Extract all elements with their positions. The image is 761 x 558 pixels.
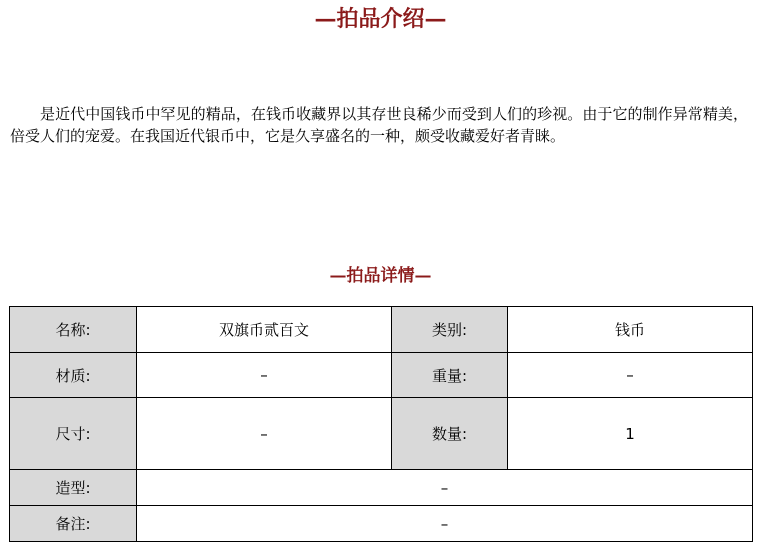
remarks-label: 备注: <box>10 506 137 542</box>
table-row-material <box>10 353 753 398</box>
quantity-value: 1 <box>508 398 753 470</box>
name-label: 名称: <box>10 307 137 353</box>
table-row-remarks <box>10 506 753 542</box>
table-row-size <box>10 398 753 470</box>
material-label: 材质: <box>10 353 137 398</box>
size-value: – <box>137 398 392 470</box>
remarks-value: – <box>137 506 753 542</box>
category-label: 类别: <box>392 307 508 353</box>
quantity-label: 数量: <box>392 398 508 470</box>
shape-label: 造型: <box>10 470 137 506</box>
intro-description: 是近代中国钱币中罕见的精品，在钱币收藏界以其存世良稀少而受到人们的珍视。由于它的制作异常精美，倍受人们的宠爱。在我国近代银币中，它是久享盛名的一种，颇受收藏爱好者青睐。 <box>10 105 748 145</box>
shape-value: – <box>137 470 753 506</box>
material-value: – <box>137 353 392 398</box>
intro-section-title: —拍品介绍— <box>314 6 447 32</box>
name-value: 双旗币贰百文 <box>137 307 392 353</box>
weight-value: – <box>508 353 753 398</box>
weight-label: 重量: <box>392 353 508 398</box>
details-section-title: —拍品详情— <box>329 266 432 286</box>
details-table <box>9 306 753 542</box>
size-label: 尺寸: <box>10 398 137 470</box>
table-row-name <box>10 307 753 353</box>
table-row-shape <box>10 470 753 506</box>
category-value: 钱币 <box>508 307 753 353</box>
